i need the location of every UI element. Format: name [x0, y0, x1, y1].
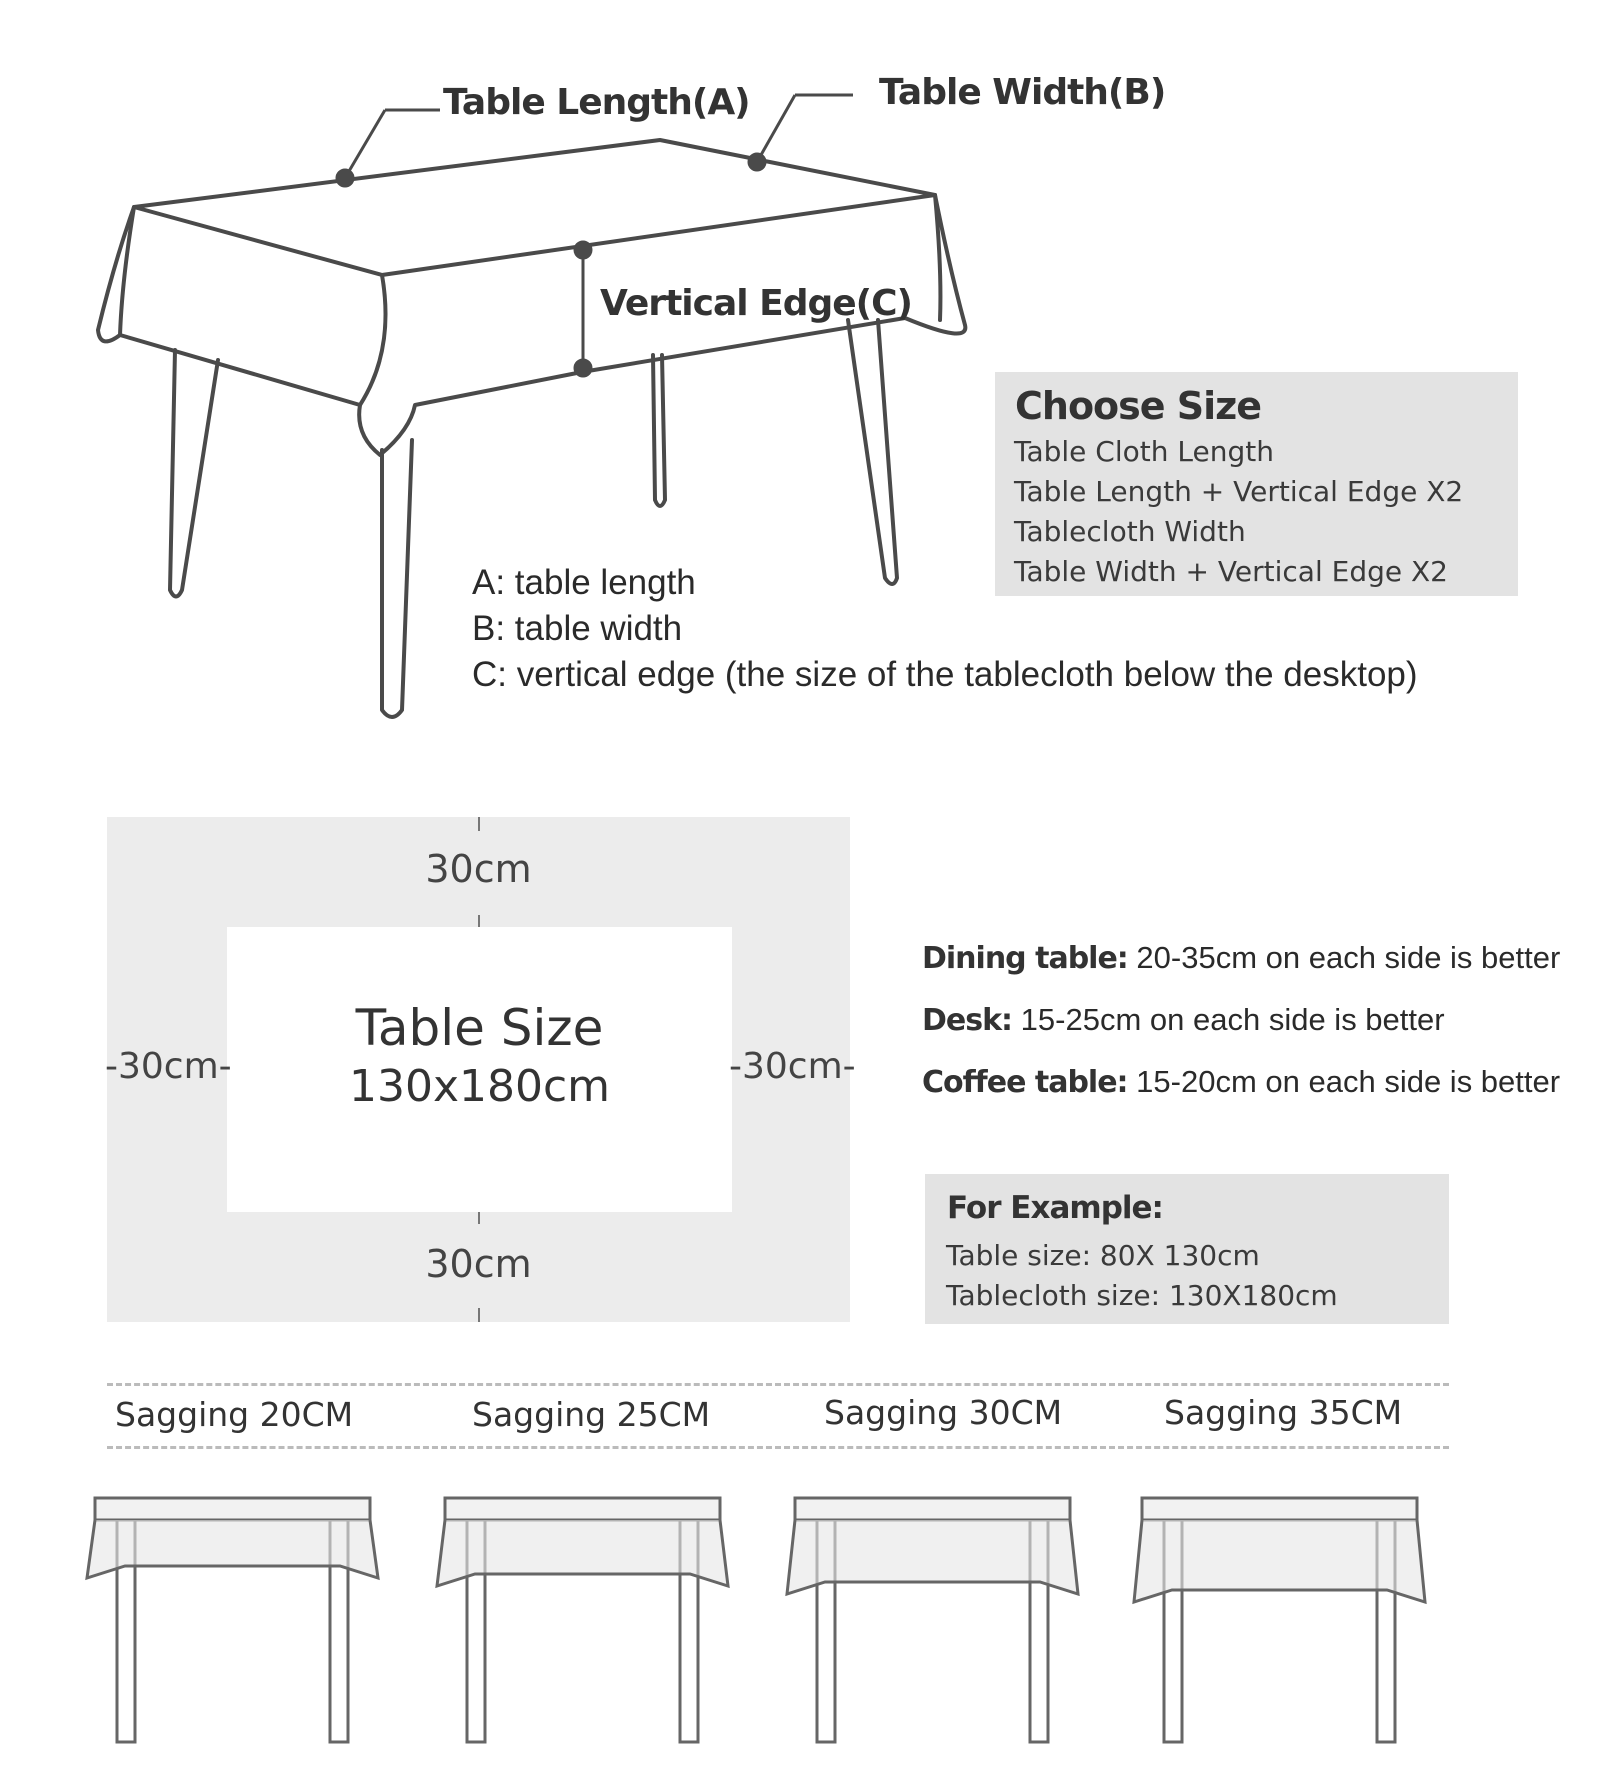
choose-size-line: Table Width + Vertical Edge X2: [1014, 555, 1448, 588]
sagging-table-20: [87, 1498, 378, 1742]
example-line: Table size: 80X 130cm: [946, 1239, 1260, 1272]
recommendation-dining: Dining table: 20-35cm on each side is better: [922, 940, 1561, 976]
sagging-label-30: Sagging 30CM: [824, 1393, 1063, 1432]
sagging-label-25: Sagging 25CM: [472, 1395, 711, 1434]
table-width-label: Table Width(B): [879, 72, 1166, 113]
table-length-label: Table Length(A): [443, 82, 750, 123]
choose-size-line: Tablecloth Width: [1014, 515, 1246, 548]
left-margin-label: -30cm-: [105, 1046, 232, 1087]
choose-size-line: Table Cloth Length: [1014, 435, 1274, 468]
sagging-label-35: Sagging 35CM: [1164, 1393, 1403, 1432]
vertical-edge-label: Vertical Edge(C): [600, 283, 912, 324]
sagging-table-30: [787, 1498, 1078, 1742]
table-size-title: Table Size: [355, 999, 604, 1057]
bottom-margin-label: 30cm: [425, 1242, 532, 1286]
sagging-table-25: [437, 1498, 728, 1742]
example-title: For Example:: [947, 1190, 1163, 1226]
right-margin-label: -30cm-: [729, 1046, 856, 1087]
top-margin-label: 30cm: [425, 847, 532, 891]
recommendation-coffee: Coffee table: 15-20cm on each side is better: [922, 1064, 1561, 1100]
example-line: Tablecloth size: 130X180cm: [946, 1279, 1338, 1312]
choose-size-line: Table Length + Vertical Edge X2: [1014, 475, 1464, 508]
choose-size-title: Choose Size: [1015, 384, 1262, 428]
legend-c: C: vertical edge (the size of the tablecloth below the desktop): [472, 655, 1418, 694]
sagging-label-20: Sagging 20CM: [115, 1395, 354, 1434]
sagging-table-35: [1134, 1498, 1425, 1742]
recommendation-desk: Desk: 15-25cm on each side is better: [922, 1002, 1445, 1038]
legend-a: A: table length: [472, 563, 696, 602]
table-size-value: 130x180cm: [348, 1061, 611, 1112]
legend-b: B: table width: [472, 609, 683, 648]
